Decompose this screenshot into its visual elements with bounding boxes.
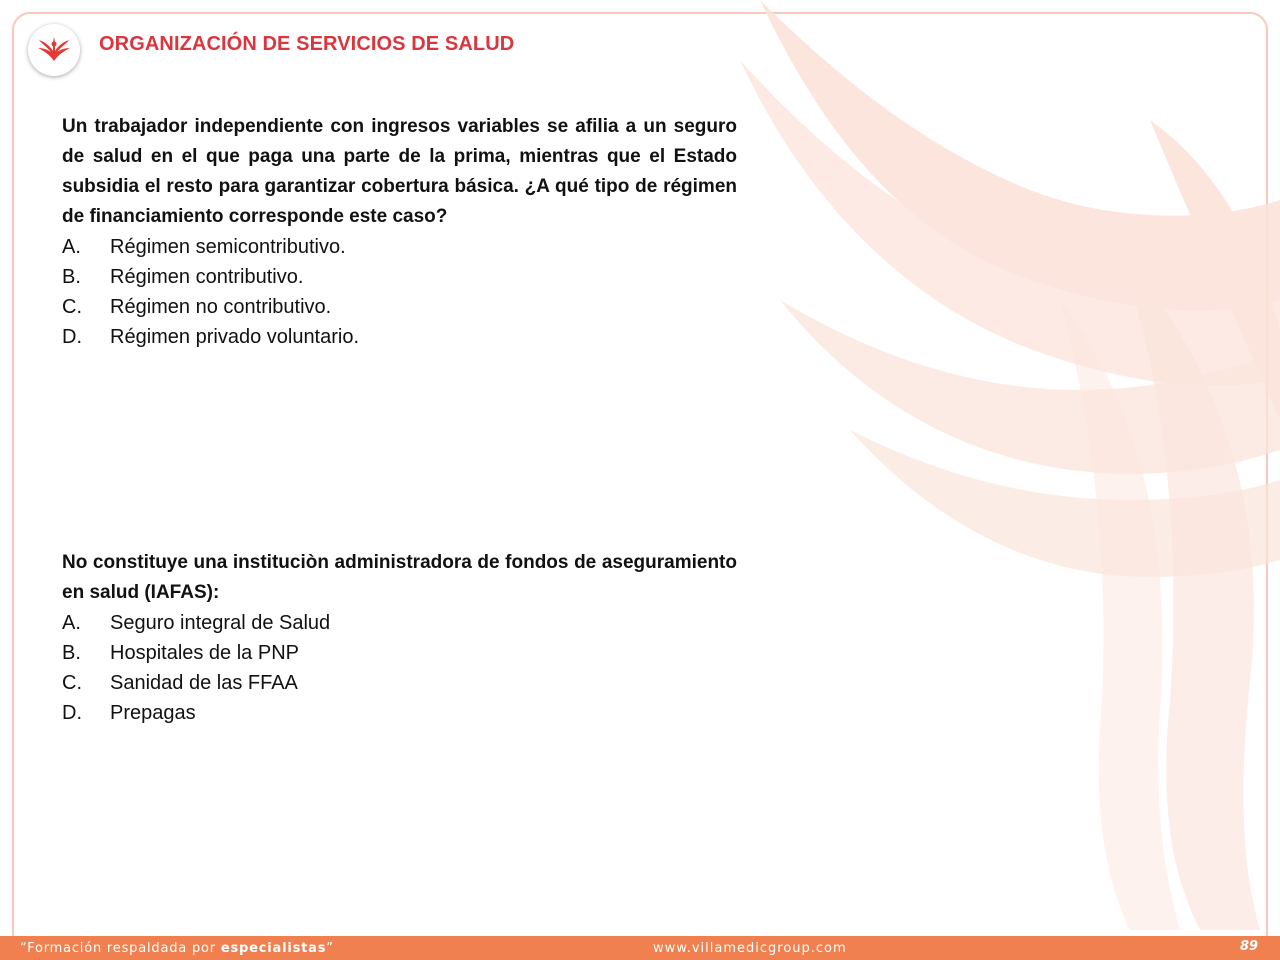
option-letter: B. <box>62 642 81 664</box>
logo-phoenix-icon <box>35 31 73 69</box>
page-number: 89 <box>1240 939 1259 954</box>
question-text: No constituye una instituciòn administradora de fondos de aseguramiento en salud (IAFAS): <box>62 552 737 603</box>
option-b <box>62 638 737 668</box>
option-text: Hospitales de la PNP <box>110 642 299 664</box>
option-letter: C. <box>62 672 82 694</box>
question-text: Un trabajador independiente con ingresos variables se afilia a un seguro de salud en el que paga una parte de la prima, mientras que el Estado subsidia el resto para garantizar cobertura básica. ¿A qué tipo de régimen de financiamiento corresponde este caso? <box>62 116 737 227</box>
option-text: Régimen no contributivo. <box>110 296 332 318</box>
logo <box>28 24 80 76</box>
option-c <box>62 292 737 322</box>
option-letter: A. <box>62 612 81 634</box>
footer-website[interactable]: www.villamedicgroup.com <box>653 941 847 956</box>
option-c <box>62 668 737 698</box>
page-title: ORGANIZACIÓN DE SERVICIOS DE SALUD <box>99 33 515 55</box>
question-2 <box>62 548 737 728</box>
slogan-suffix: ” <box>326 941 334 956</box>
option-a <box>62 608 737 638</box>
slogan-prefix: “Formación respaldada por <box>20 941 221 956</box>
slogan-bold: especialistas <box>220 941 327 956</box>
phoenix-watermark <box>700 0 1280 930</box>
option-letter: C. <box>62 296 82 318</box>
option-letter: B. <box>62 266 81 288</box>
option-text: Prepagas <box>110 702 196 724</box>
footer-slogan <box>20 941 334 956</box>
option-letter: D. <box>62 326 82 348</box>
option-text: Sanidad de las FFAA <box>110 672 298 694</box>
footer-bar <box>0 936 1280 960</box>
question-1 <box>62 112 737 352</box>
option-letter: D. <box>62 702 82 724</box>
option-text: Régimen contributivo. <box>110 266 304 288</box>
option-text: Seguro integral de Salud <box>110 612 331 634</box>
option-text: Régimen privado voluntario. <box>110 326 360 348</box>
option-text: Régimen semicontributivo. <box>110 236 346 258</box>
option-d <box>62 322 737 352</box>
option-d <box>62 698 737 728</box>
option-b <box>62 262 737 292</box>
option-a <box>62 232 737 262</box>
option-letter: A. <box>62 236 81 258</box>
